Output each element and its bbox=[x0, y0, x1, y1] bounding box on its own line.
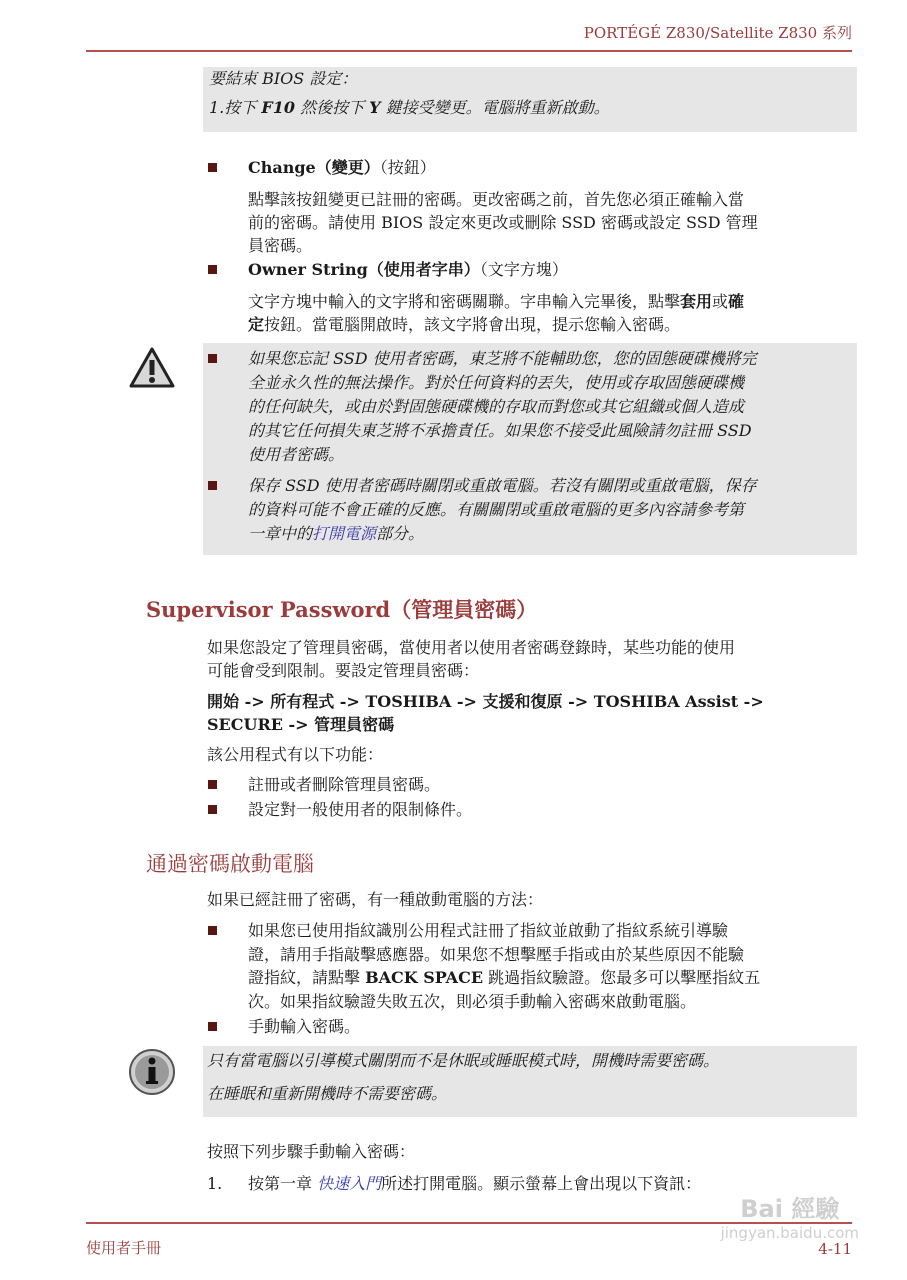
bios-exit-line1: 要結束 BIOS 設定： bbox=[209, 69, 358, 88]
watermark bbox=[721, 1189, 859, 1242]
boot-heading: 通過密碼啟動電腦 bbox=[146, 852, 314, 876]
supervisor-bullet-2: 設定對一般使用者的限制條件。 bbox=[248, 800, 473, 819]
supervisor-heading: Supervisor Password（管理員密碼） bbox=[146, 597, 538, 622]
boot-b2: 手動輸入密碼。 bbox=[248, 1017, 361, 1036]
bullet-icon bbox=[208, 805, 217, 814]
note-line2: 在睡眠和重新開機時不需要密碼。 bbox=[207, 1084, 448, 1103]
note-box bbox=[203, 1046, 857, 1117]
boot-b1-line1: 如果您已使用指紋識別公用程式註冊了指紋並啟動了指紋系統引導驗 bbox=[248, 921, 729, 940]
bios-exit-note bbox=[203, 67, 857, 132]
warning-item1-line3: 的任何缺失，或由於對固態硬碟機的存取而對您或其它組織或個人造成 bbox=[248, 397, 745, 416]
change-desc-2: 前的密碼。請使用 BIOS 設定來更改或刪除 SSD 密碼或設定 SSD 管理 bbox=[248, 213, 758, 232]
change-desc-3: 員密碼。 bbox=[248, 236, 313, 255]
supervisor-bullet-1: 註冊或者刪除管理員密碼。 bbox=[248, 775, 441, 794]
bullet-icon bbox=[208, 481, 217, 490]
warning-item2-line1: 保存 SSD 使用者密碼時關閉或重啟電腦。若沒有關閉或重啟電腦，保存 bbox=[248, 476, 757, 495]
boot-p1: 如果已經註冊了密碼，有一種啟動電腦的方法： bbox=[207, 890, 544, 909]
warning-box bbox=[203, 343, 857, 555]
boot-b1-line4: 次。如果指紋驗證失敗五次，則必須手動輸入密碼來啟動電腦。 bbox=[248, 992, 697, 1011]
step1-text: 按第一章 快速入門所述打開電腦。顯示螢幕上會出現以下資訊： bbox=[248, 1174, 702, 1193]
bullet-icon bbox=[208, 926, 217, 935]
steps-intro: 按照下列步驟手動輸入密碼： bbox=[207, 1142, 416, 1161]
boot-b1-line2: 證，請用手指敲擊感應器。如果您不想擊壓手指或由於某些原因不能驗 bbox=[248, 945, 745, 964]
change-label: Change（變更）（按鈕） bbox=[248, 158, 436, 177]
warning-item1-line4: 的其它任何損失東芝將不承擔責任。如果您不接受此風險請勿註冊 SSD bbox=[248, 421, 752, 440]
owner-label: Owner String（使用者字串）（文字方塊） bbox=[248, 260, 568, 279]
supervisor-p1-line1: 如果您設定了管理員密碼，當使用者以使用者密碼登錄時，某些功能的使用 bbox=[207, 638, 736, 657]
note-line1: 只有當電腦以引導模式關閉而不是休眠或睡眠模式時，開機時需要密碼。 bbox=[207, 1051, 720, 1070]
step-number: 1. bbox=[207, 1174, 223, 1193]
bullet-icon bbox=[208, 354, 217, 363]
boot-b1-line3: 證指紋，請點擊 BACK SPACE 跳過指紋驗證。您最多可以擊壓指紋五 bbox=[248, 968, 761, 987]
owner-desc-1: 文字方塊中輸入的文字將和密碼關聯。字串輸入完畢後，點擊套用或確 bbox=[248, 292, 745, 311]
bullet-icon bbox=[208, 163, 217, 172]
warning-item2-line3: 一章中的打開電源部分。 bbox=[248, 524, 425, 543]
key-backspace: BACK SPACE bbox=[365, 968, 484, 987]
watermark-line2: jingyan.baidu.com bbox=[720, 1224, 859, 1242]
info-icon bbox=[128, 1048, 176, 1100]
change-desc-1: 點擊該按鈕變更已註冊的密碼。更改密碼之前，首先您必須正確輸入當 bbox=[248, 190, 745, 209]
quick-start-link[interactable]: 快速入門 bbox=[317, 1174, 382, 1193]
bullet-icon bbox=[208, 1022, 217, 1031]
power-on-link[interactable]: 打開電源 bbox=[312, 524, 377, 543]
supervisor-path-line1: 開始 -> 所有程式 -> TOSHIBA -> 支援和復原 -> TOSHIBA Assist -> bbox=[207, 692, 764, 711]
warning-icon bbox=[128, 346, 176, 394]
warning-item2-line2: 的資料可能不會正確的反應。有關關閉或重啟電腦的更多內容請參考第 bbox=[248, 500, 745, 519]
warning-item1-line5: 使用者密碼。 bbox=[248, 445, 345, 464]
supervisor-p2: 該公用程式有以下功能： bbox=[207, 745, 384, 764]
warning-item1-line1: 如果您忘記 SSD 使用者密碼，東芝將不能輔助您，您的固態硬碟機將完 bbox=[248, 349, 757, 368]
footer-page-number: 4-11 bbox=[818, 1240, 852, 1258]
supervisor-path-line2: SECURE -> 管理員密碼 bbox=[207, 715, 395, 734]
warning-item1-line2: 全並永久性的無法操作。對於任何資料的丟失，使用或存取固態硬碟機 bbox=[248, 373, 745, 392]
footer-left: 使用者手冊 bbox=[86, 1239, 162, 1257]
supervisor-p1-line2: 可能會受到限制。要設定管理員密碼： bbox=[207, 661, 480, 680]
bullet-icon bbox=[208, 265, 217, 274]
key-f10: F10 bbox=[261, 98, 295, 117]
key-y: Y bbox=[369, 98, 381, 117]
header-rule bbox=[86, 50, 852, 52]
watermark-line1: Bai 經驗 bbox=[740, 1195, 840, 1223]
bios-exit-line2: 1.按下 F10 然後按下 Y 鍵接受變更。電腦將重新啟動。 bbox=[209, 98, 610, 117]
bullet-icon bbox=[208, 780, 217, 789]
owner-desc-2: 定按鈕。當電腦開啟時，該文字將會出現，提示您輸入密碼。 bbox=[248, 315, 681, 334]
header-title: PORTÉGÉ Z830/Satellite Z830 系列 bbox=[583, 24, 852, 42]
